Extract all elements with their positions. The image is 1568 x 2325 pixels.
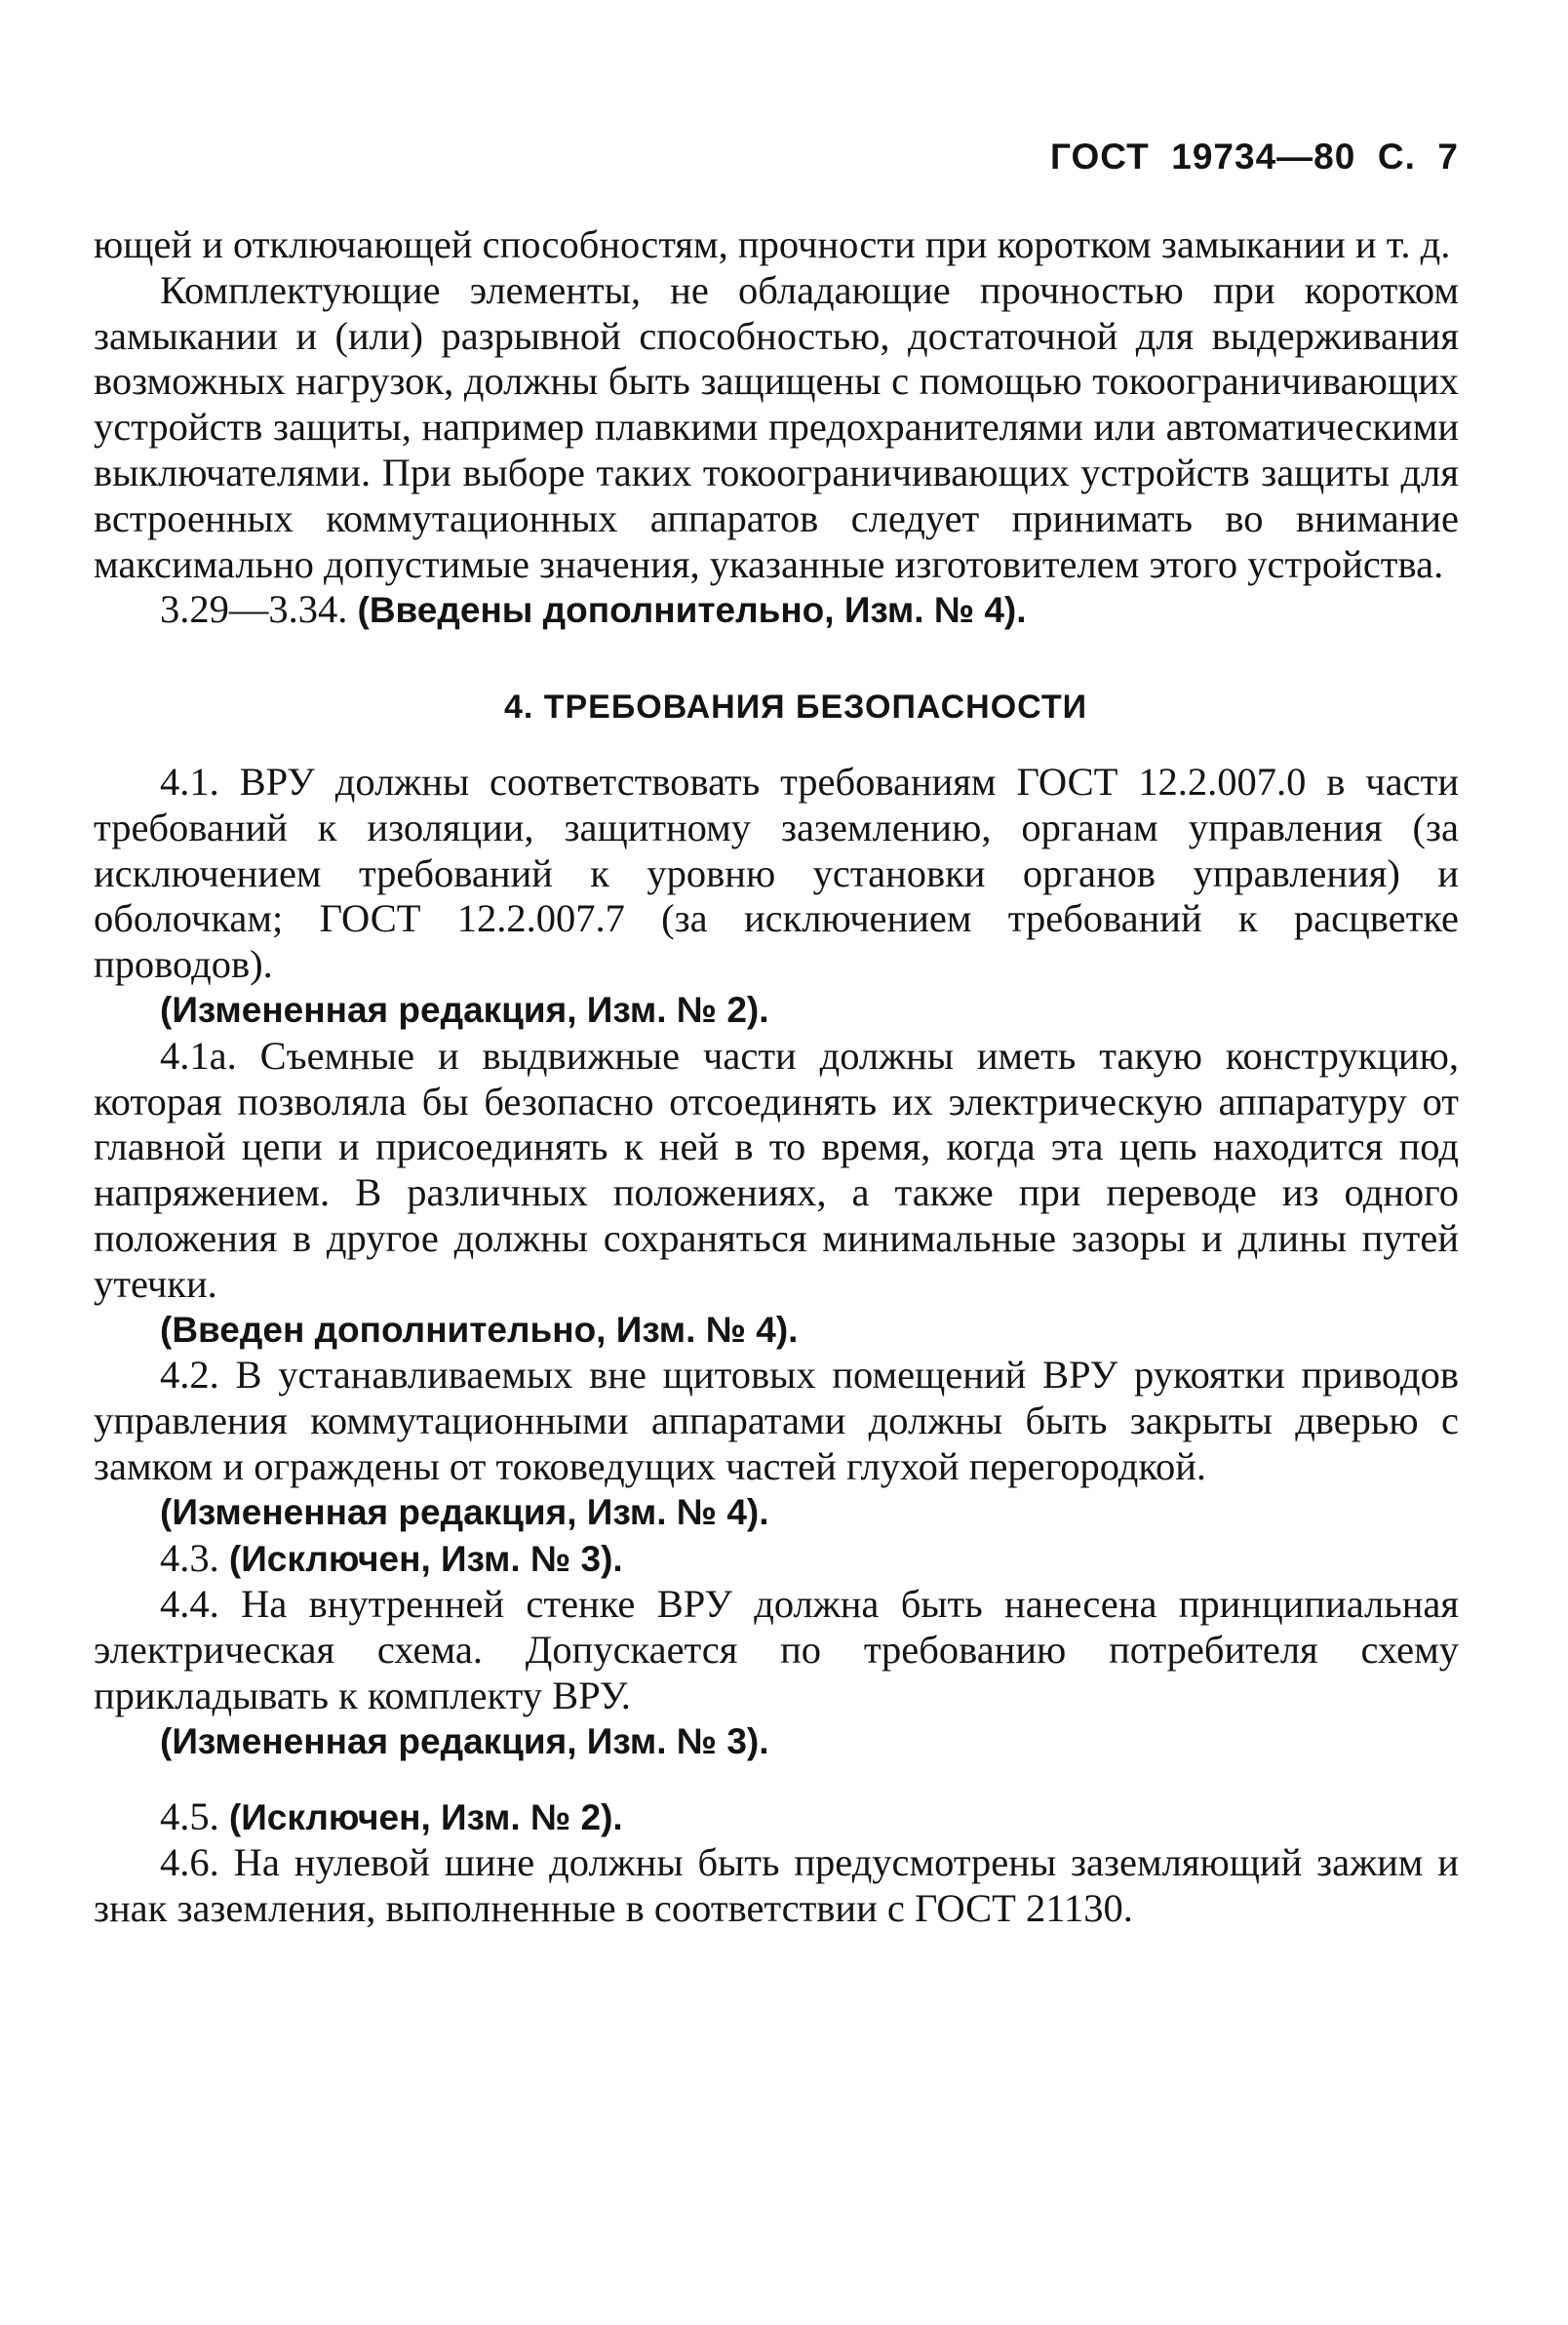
- clause-number: 4.5.: [160, 1793, 219, 1838]
- amendment-note: (Измененная редакция, Изм. № 4).: [160, 1491, 769, 1532]
- paragraph-3-29: [94, 587, 1459, 634]
- paragraph-continuation: ющей и отключающей способностям, прочности при коротком замыкании и т. д.: [94, 222, 1451, 266]
- page-content: [94, 222, 1459, 1932]
- amendment-note: (Введены дополнительно, Изм. № 4).: [357, 590, 1027, 631]
- amendment-note: (Исключен, Изм. № 3).: [228, 1538, 623, 1579]
- paragraph-4-3: [94, 1536, 1459, 1583]
- page-header: ГОСТ 19734—80 С. 7: [1050, 137, 1459, 177]
- paragraph-4-4: 4.4. На внутренней стенке ВРУ должна быть нанесена принципиальная электрическая схема. Допускается по требованию потребителя схему прикладывать к комплекту ВРУ.: [94, 1582, 1459, 1717]
- paragraph-components: Комплектующие элементы, не обладающие прочностью при коротком замыкании и (или) разрывной способностью, достаточной для выдерживания возможных нагрузок, должны быть защищены с помощью токоограничивающих устройств защиты, например плавкими предохранителями или автоматическими выключателями. При выборе таких токоограничивающих устройств защиты для встроенных коммутационных аппаратов следует принимать во внимание максимально допустимые значения, указанные изготовителем этого устройства.: [94, 267, 1459, 586]
- section-title: 4. ТРЕБОВАНИЯ БЕЗОПАСНОСТИ: [503, 689, 1088, 727]
- amendment-note: (Введен дополнительно, Изм. № 4).: [160, 1309, 799, 1350]
- paragraph-4-1a: 4.1а. Съемные и выдвижные части должны иметь такую конструкцию, которая позволяла бы безопасно отсоединять их электрическую аппаратуру от главной цепи и присоединять к ней в то время, когда эта цепь находится под напряжением. В различных положениях, а также при переводе из одного положения в другое должны сохраняться минимальные зазоры и длины путей утечки.: [94, 1033, 1459, 1306]
- paragraph-4-1: 4.1. ВРУ должны соответствовать требованиям ГОСТ 12.2.007.0 в части требований к изоляции, защитному заземлению, органам управления (за исключением требований к уровню установки органов управления) и оболочкам; ГОСТ 12.2.007.7 (за исключением требований к расцветке проводов).: [94, 759, 1459, 987]
- paragraph-4-6: 4.6. На нулевой шине должны быть предусмотрены заземляющий зажим и знак заземления, выполненные в соответствии с ГОСТ 21130.: [94, 1840, 1459, 1931]
- amendment-note: (Исключен, Изм. № 2).: [228, 1796, 623, 1837]
- amendment-note: (Измененная редакция, Изм. № 3).: [160, 1720, 769, 1761]
- clause-number: 3.29—3.34.: [160, 587, 348, 632]
- paragraph-4-5: [94, 1794, 1459, 1841]
- clause-number: 4.3.: [160, 1535, 219, 1580]
- paragraph-4-2: 4.2. В устанавливаемых вне щитовых помещений ВРУ рукоятки приводов управления коммутационными аппаратами должны быть закрыты дверью с замком и ограждены от токоведущих частей глухой перегородкой.: [94, 1353, 1459, 1488]
- amendment-note: (Измененная редакция, Изм. № 2).: [160, 989, 769, 1030]
